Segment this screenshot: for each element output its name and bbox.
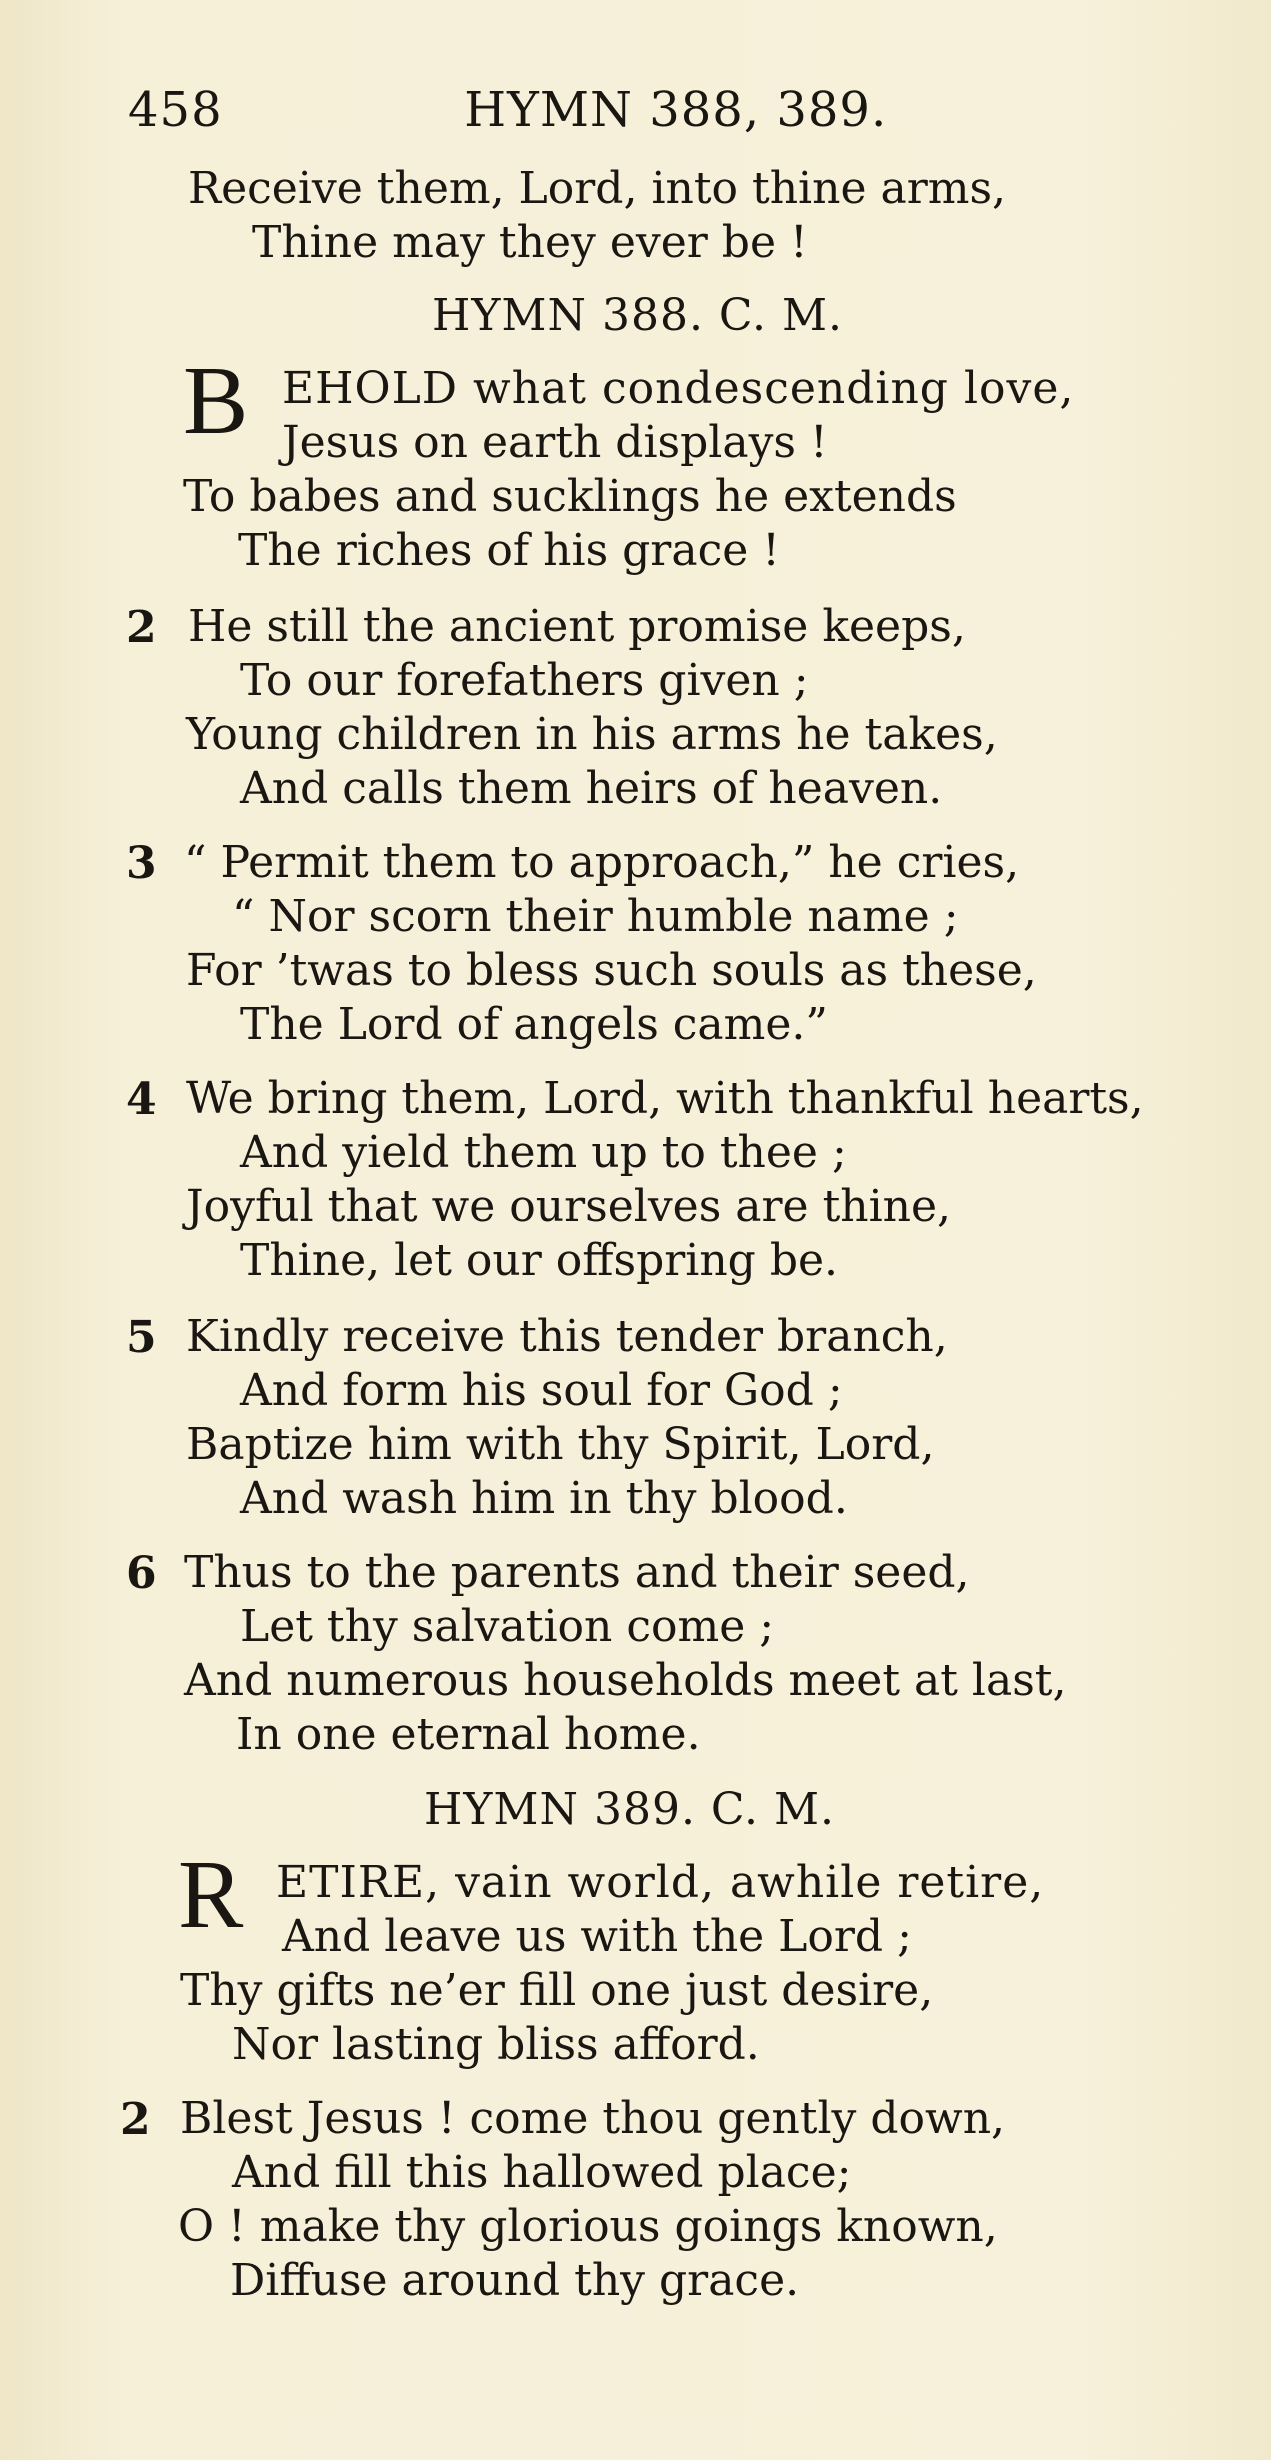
verse-line: The Lord of angels came.”	[240, 999, 828, 1050]
verse-line: Jesus on earth displays !	[282, 417, 828, 468]
hymn-388-title: HYMN 388. C. M.	[432, 290, 844, 341]
verse-line: Thus to the parents and their seed,	[184, 1547, 970, 1598]
stanza-number: 3	[126, 838, 157, 889]
verse-line: O ! make thy glorious goings known,	[178, 2201, 998, 2252]
stanza-number: 5	[126, 1312, 157, 1363]
verse-line: Joyful that we ourselves are thine,	[186, 1181, 952, 1232]
verse-line: To our forefathers given ;	[240, 655, 809, 706]
verse-line: “ Nor scorn their humble name ;	[232, 891, 959, 942]
stanza-number: 4	[126, 1074, 157, 1125]
verse-line: And calls them heirs of heaven.	[240, 763, 943, 814]
verse-line: Let thy salvation come ;	[240, 1601, 775, 1652]
drop-cap: B	[183, 347, 249, 455]
drop-cap: R	[178, 1841, 244, 1949]
verse-line: Diffuse around thy grace.	[230, 2255, 800, 2306]
verse-line: And leave us with the Lord ;	[282, 1911, 912, 1962]
stanza-number: 6	[126, 1548, 157, 1599]
verse-line: Nor lasting bliss afford.	[232, 2019, 760, 2070]
running-title: HYMN 388, 389.	[464, 82, 888, 138]
verse-line: For ’twas to bless such souls as these,	[186, 945, 1037, 996]
verse-line: To babes and sucklings he extends	[183, 471, 957, 522]
verse-line: And yield them up to thee ;	[240, 1127, 847, 1178]
verse-line: Thy gifts ne’er fill one just desire,	[180, 1965, 934, 2016]
verse-line: Young children in his arms he takes,	[186, 709, 998, 760]
verse-line: And numerous households meet at last,	[184, 1655, 1067, 1706]
continuation-line: Receive them, Lord, into thine arms,	[188, 163, 1007, 214]
verse-line: We bring them, Lord, with thankful hearts,	[186, 1073, 1144, 1124]
verse-line: ETIRE, vain world, awhile retire,	[276, 1857, 1045, 1908]
verse-line: In one eternal home.	[236, 1709, 701, 1760]
verse-line: The riches of his grace !	[238, 525, 780, 576]
running-header	[128, 82, 887, 138]
verse-line: Kindly receive this tender branch,	[186, 1311, 948, 1362]
continuation-line: Thine may they ever be !	[252, 217, 808, 268]
verse-line: And form his soul for God ;	[240, 1365, 843, 1416]
verse-line: And wash him in thy blood.	[240, 1473, 848, 1524]
hymn-389-title: HYMN 389. C. M.	[424, 1784, 836, 1835]
verse-line: He still the ancient promise keeps,	[188, 601, 966, 652]
verse-line: Baptize him with thy Spirit, Lord,	[186, 1419, 935, 1470]
verse-line: Blest Jesus ! come thou gently down,	[180, 2093, 1006, 2144]
stanza-number: 2	[120, 2094, 151, 2145]
page-number: 458	[128, 82, 223, 138]
verse-line: EHOLD what condescending love,	[282, 363, 1075, 414]
verse-line: And fill this hallowed place;	[232, 2147, 852, 2198]
stanza-number: 2	[126, 602, 157, 653]
verse-line: “ Permit them to approach,” he cries,	[184, 837, 1020, 888]
verse-line: Thine, let our offspring be.	[240, 1235, 839, 1286]
